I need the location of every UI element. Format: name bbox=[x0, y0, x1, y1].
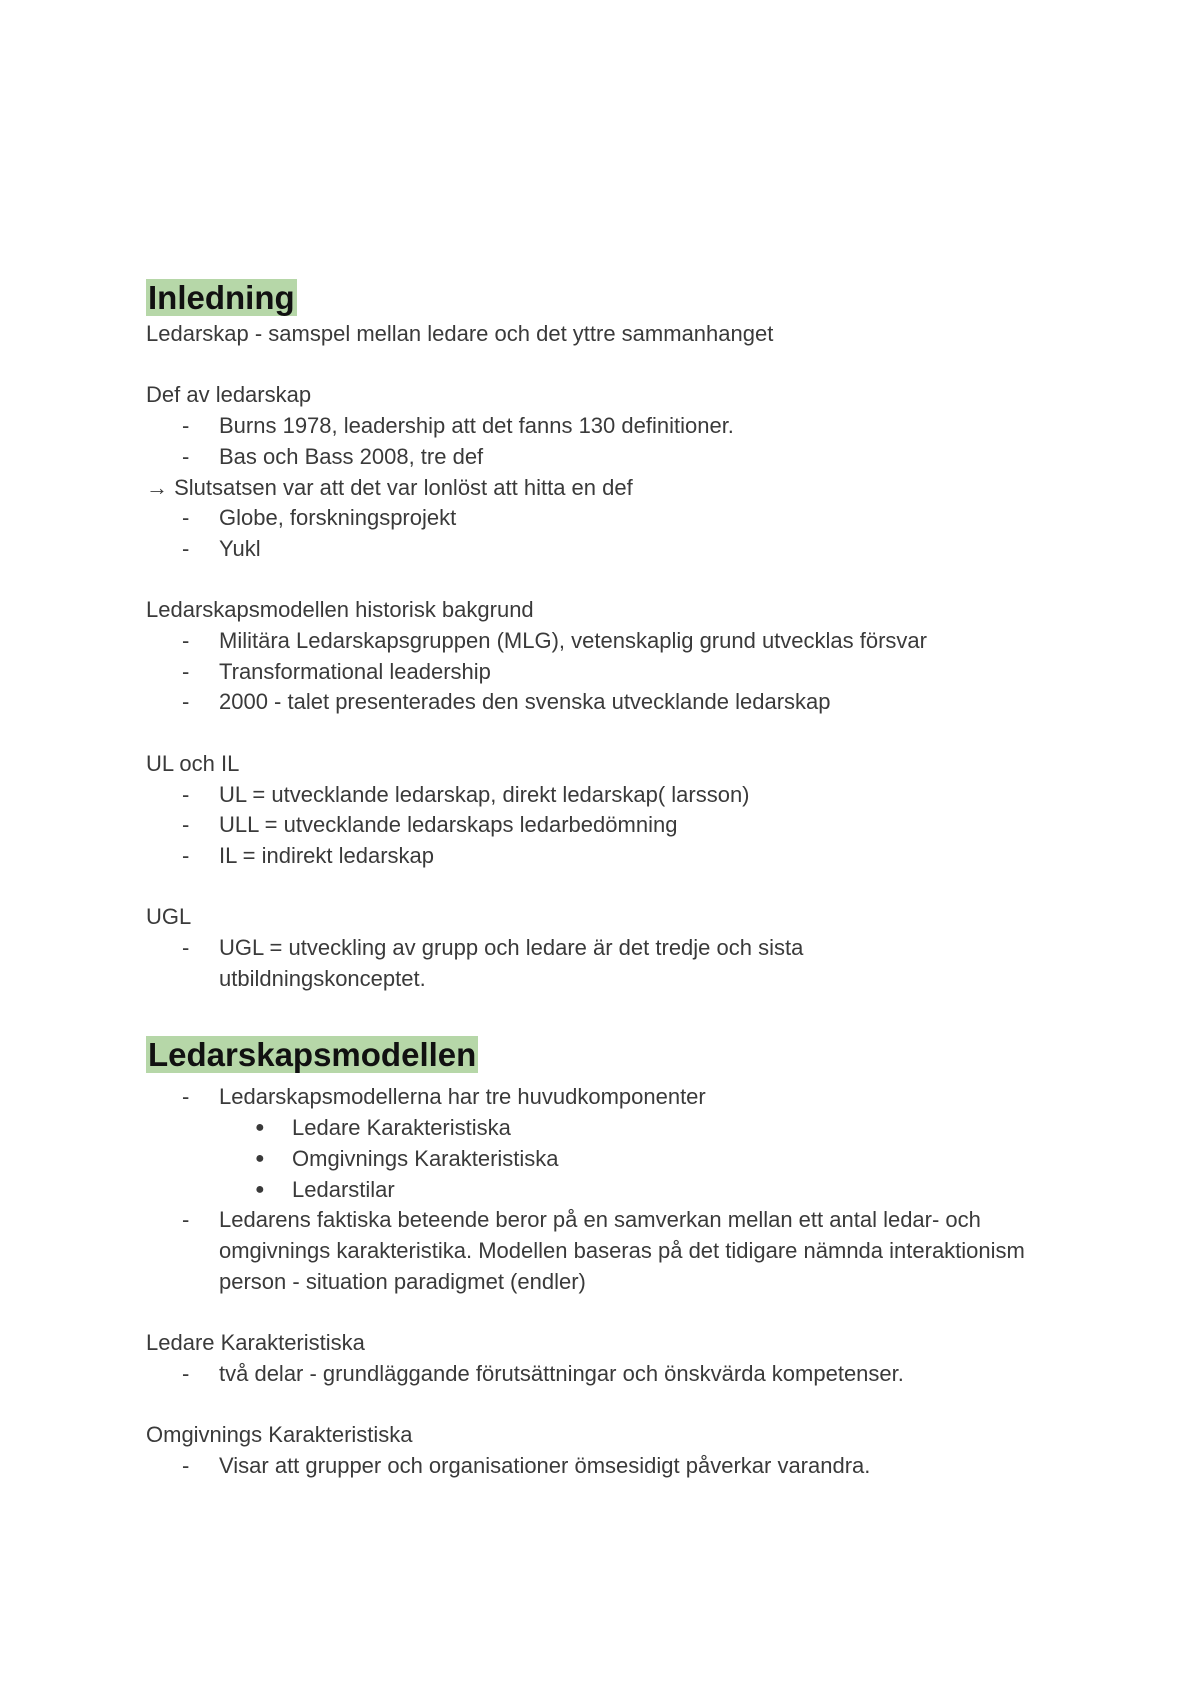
dash-marker: - bbox=[182, 812, 190, 838]
dash-marker: - bbox=[182, 1452, 190, 1478]
dash-marker: - bbox=[182, 443, 190, 469]
bullet-marker: ● bbox=[255, 1119, 265, 1137]
list-item: - Burns 1978, leadership att det fanns 130 definitioner. bbox=[146, 411, 1046, 442]
list-item: - UL = utvecklande ledarskap, direkt ledarskap( larsson) bbox=[146, 780, 1046, 811]
bullet-marker: ● bbox=[255, 1180, 265, 1198]
dash-marker: - bbox=[182, 935, 190, 960]
list-item: - Globe, forskningsprojekt bbox=[146, 503, 1046, 534]
history-title: Ledarskapsmodellen historisk bakgrund bbox=[146, 597, 534, 623]
heading-ledarskapsmodellen: Ledarskapsmodellen bbox=[148, 1036, 477, 1074]
ledare-title: Ledare Karakteristiska bbox=[146, 1330, 365, 1356]
dash-marker: - bbox=[182, 842, 190, 868]
dash-marker: - bbox=[182, 1360, 190, 1386]
sub-list-item: ● Omgivnings Karakteristiska bbox=[146, 1144, 1046, 1175]
def-conclusion: → Slutsatsen var att det var lonlöst att hitta en def bbox=[146, 474, 633, 500]
list-item: - Militära Ledarskapsgruppen (MLG), vetenskaplig grund utvecklas försvar bbox=[146, 626, 1046, 657]
list-item: - Ledarens faktiska beteende beror på en samverkan mellan ett antal ledar- och omgivnings karakteristika. Modellen baseras på det tidigare nämnda interaktionism person - situation paradigmet (endler) bbox=[146, 1205, 1046, 1297]
list-item: - Ledarskapsmodellerna har tre huvudkomponenter bbox=[146, 1082, 1046, 1113]
list-item: - två delar - grundläggande förutsättningar och önskvärda kompetenser. bbox=[146, 1359, 1046, 1390]
bullet-marker: ● bbox=[255, 1149, 265, 1167]
dash-marker: - bbox=[182, 781, 190, 807]
heading-inledning: Inledning bbox=[148, 279, 295, 316]
dash-marker: - bbox=[182, 505, 190, 531]
ulil-title: UL och IL bbox=[146, 750, 240, 776]
list-item: - Transformational leadership bbox=[146, 657, 1046, 688]
dash-marker: - bbox=[182, 628, 190, 653]
def-title: Def av ledarskap bbox=[146, 382, 312, 408]
list-item: - Yukl bbox=[146, 534, 1046, 565]
dash-marker: - bbox=[182, 413, 190, 439]
dash-marker: - bbox=[182, 1207, 190, 1233]
list-item: - Bas och Bass 2008, tre def bbox=[146, 442, 1046, 473]
dash-marker: - bbox=[182, 689, 190, 715]
dash-marker: - bbox=[182, 1084, 190, 1110]
omgivning-title: Omgivnings Karakteristiska bbox=[146, 1422, 413, 1448]
dash-marker: - bbox=[182, 658, 190, 684]
list-item: - IL = indirekt ledarskap bbox=[146, 841, 1046, 872]
ugl-title: UGL bbox=[146, 904, 192, 930]
list-item: - 2000 - talet presenterades den svenska utvecklande ledarskap bbox=[146, 687, 1046, 718]
list-item: - ULL = utvecklande ledarskaps ledarbedömning bbox=[146, 810, 1046, 841]
list-item: - Visar att grupper och organisationer ömsesidigt påverkar varandra. bbox=[146, 1451, 1046, 1482]
intro-paragraph: Ledarskap - samspel mellan ledare och det yttre sammanhanget bbox=[146, 321, 774, 346]
document-content bbox=[146, 277, 1046, 1482]
dash-marker: - bbox=[182, 535, 190, 561]
sub-list-item: ● Ledare Karakteristiska bbox=[146, 1113, 1046, 1144]
list-item: - UGL = utveckling av grupp och ledare är det tredje och sista utbildningskonceptet. bbox=[146, 933, 1046, 994]
sub-list-item: ● Ledarstilar bbox=[146, 1175, 1046, 1206]
